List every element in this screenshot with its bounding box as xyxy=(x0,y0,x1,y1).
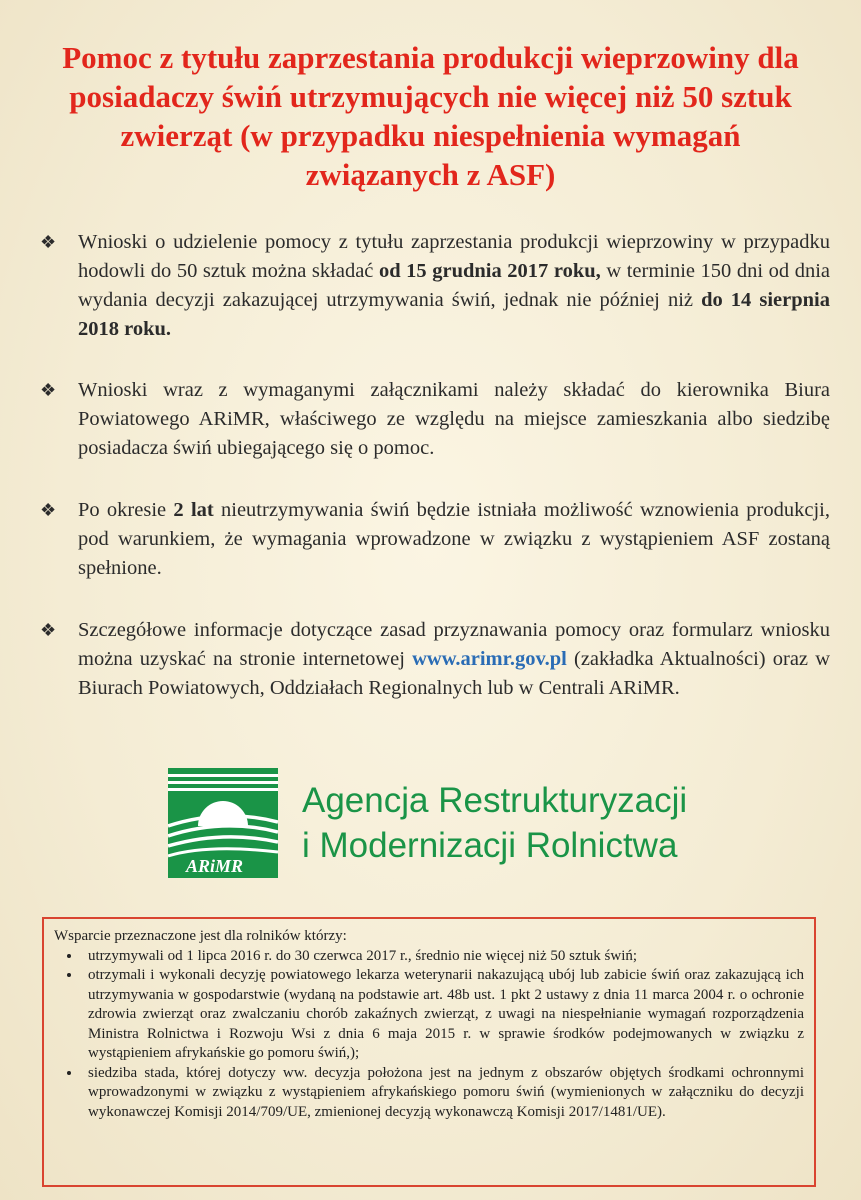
eligibility-list xyxy=(54,947,804,1123)
agency-name-line2: i Modernizacji Rolnictwa xyxy=(302,826,678,865)
bullet-item xyxy=(40,376,830,463)
bullet-emphasis: 2 lat xyxy=(173,499,214,521)
agency-name xyxy=(302,778,687,868)
diamond-bullet-icon: ❖ xyxy=(40,380,57,400)
bullet-text: nieutrzymywania świń będzie istniała możliwość wznowienia produkcji, pod warunkiem, że wymagania wprowadzone w związku z wystąpieniem ASF zostaną spełnione. xyxy=(78,499,830,579)
bullet-item xyxy=(40,228,830,344)
eligibility-item: • otrzymali i wykonali decyzję powiatowego lekarza weterynarii nakazującą ubój lub zabicie świń oraz zakazującą ich utrzymywania w gospodarstwie (wydaną na podstawie art. 48b ust. 1 pkt 2 ustawy z dnia 11 marca 2004 r. o ochronie zdrowia zwierząt oraz zwalczaniu chorób zakaźnych zwierząt, z uwagi na niespełnianie wymagań rozporządzenia Ministra Rolnictwa i Rozwoju Wsi z dnia 6 maja 2015 r. w sprawie środków podejmowanych w związku z wystąpieniem afrykańskie go pomoru świń,); xyxy=(82,966,804,1064)
diamond-bullet-icon: ❖ xyxy=(40,620,57,640)
bullet-text: w terminie 150 dni od dnia wydania decyzji zakazującej utrzymywania świń, jednak nie później niż xyxy=(78,260,830,311)
eligibility-item: • utrzymywali od 1 lipca 2016 r. do 30 czerwca 2017 r., średnio nie więcej niż 50 sztuk świń; xyxy=(82,947,804,967)
page-title: Pomoc z tytułu zaprzestania produkcji wieprzowiny dla posiadaczy świń utrzymujących nie więcej niż 50 sztuk zwierząt (w przypadku niespełnienia wymagań związanych z ASF) xyxy=(62,40,799,192)
diamond-bullet-icon: ❖ xyxy=(40,500,57,520)
diamond-bullet-icon: ❖ xyxy=(40,232,57,252)
bullet-item xyxy=(40,496,830,583)
eligibility-intro: Wsparcie przeznaczone jest dla rolników którzy: xyxy=(54,928,347,944)
bullet-text: Wnioski wraz z wymaganymi załącznikami należy składać do kierownika Biura Powiatowego ARiMR, właściwego ze względu na miejsce zamieszkania albo siedzibę posiadacza świń ubiegającego się o pomoc. xyxy=(78,379,830,459)
website-link[interactable]: www.arimr.gov.pl xyxy=(412,648,567,670)
bullet-item xyxy=(40,616,830,703)
arimr-logo-icon xyxy=(168,768,278,878)
bullet-text: Szczegółowe informacje dotyczące zasad przyznawania pomocy oraz formularz wniosku można uzyskać na stronie internetowej xyxy=(78,619,830,670)
logo-text: ARiMR xyxy=(186,856,244,876)
eligibility-item: • siedziba stada, której dotyczy ww. decyzja położona jest na jednym z obszarów objętych środkami ochronnymi wprowadzonymi w związku z wystąpieniem afrykańskiego pomoru świń (wymienionych w załączniku do decyzji wykonawczej Komisji 2014/709/UE, zmienionej decyzją wykonawczą Komisji 2017/1481/UE). xyxy=(82,1064,804,1123)
agency-name-line1: Agencja Restrukturyzacji xyxy=(302,781,688,820)
eligibility-box xyxy=(42,917,816,1187)
bullet-text: Po okresie xyxy=(78,499,174,521)
bullet-date-end: do 14 sierpnia 2018 roku. xyxy=(78,289,830,340)
bullet-text: Wnioski o udzielenie pomocy z tytułu zaprzestania produkcji wieprzowiny w przypadku hodowli do 50 sztuk można składać xyxy=(78,231,830,282)
bullet-date-start: od 15 grudnia 2017 roku, xyxy=(378,260,601,282)
bullet-text: (zakładka Aktualności) oraz w Biurach Powiatowych, Oddziałach Regionalnych lub w Centrali ARiMR. xyxy=(78,648,830,699)
